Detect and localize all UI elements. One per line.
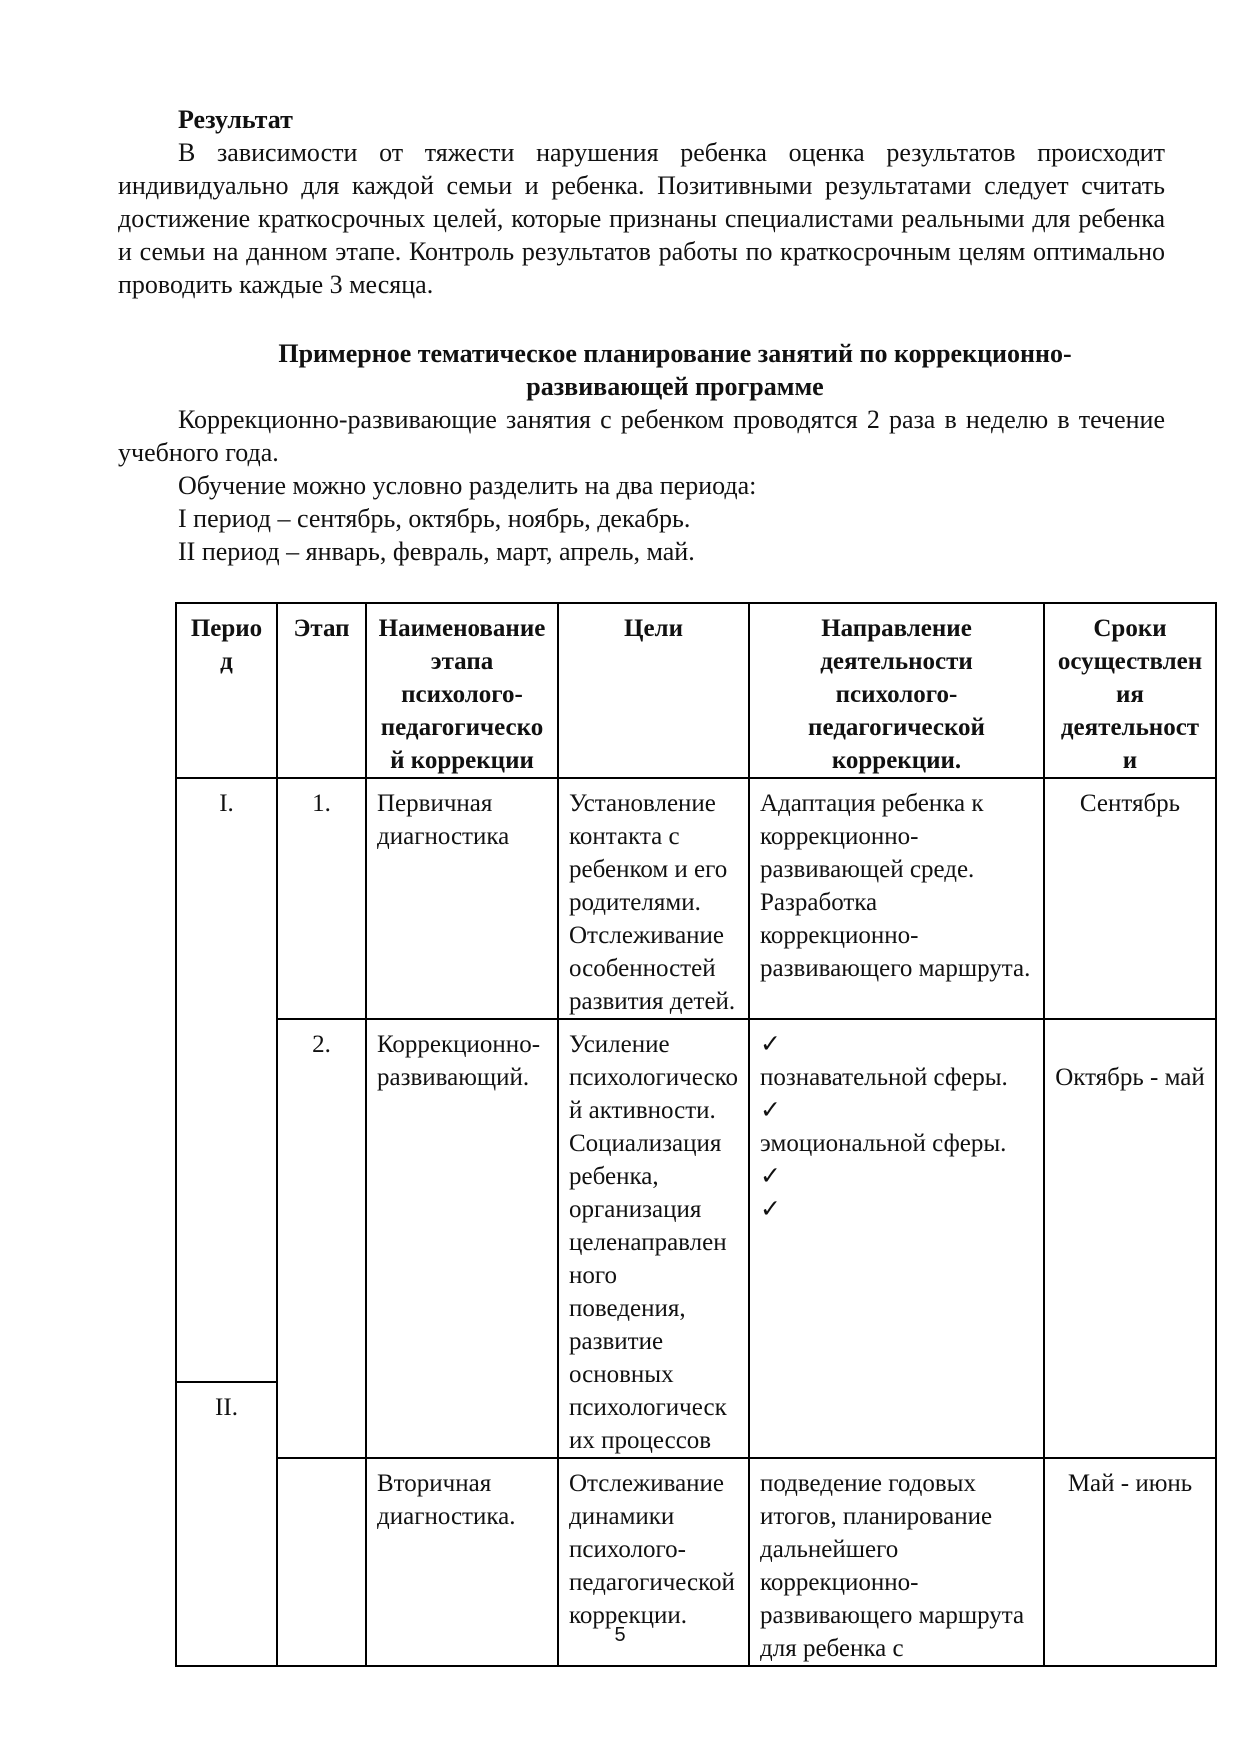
result-paragraph: В зависимости от тяжести нарушения ребенка оценка результатов происходит индивидуально для каждой семьи и ребенка. Позитивными результатами следует считать достижение краткосрочных целей, которые признаны специалистами реальными для ребенка и семьи на данном этапе. Контроль результатов работы по краткосрочным целям оптимально проводить каждые 3 месяца. bbox=[118, 138, 1165, 299]
table-header-row bbox=[176, 603, 1216, 778]
planning-paragraph-2: Обучение можно условно разделить на два периода: bbox=[178, 471, 757, 500]
stage-cell: 1. bbox=[277, 778, 366, 1019]
header-stage: Этап bbox=[277, 603, 366, 778]
planning-period-2: II период – январь, февраль, март, апрель, май. bbox=[178, 537, 695, 566]
goals-cell: Усиление психологической активности. Социализация ребенка, организация целенаправленного поведения, развитие основных психологических процессов bbox=[558, 1019, 749, 1458]
planning-period-1: I период – сентябрь, октябрь, ноябрь, декабрь. bbox=[178, 504, 691, 533]
header-term: Сроки осуществления деятельности bbox=[1044, 603, 1216, 778]
result-heading: Результат bbox=[178, 105, 293, 134]
stage-cell: 2. bbox=[277, 1019, 366, 1458]
check-icon: ✓ bbox=[760, 1031, 781, 1058]
check-icon: ✓ bbox=[760, 1196, 781, 1223]
stage-name-cell: Вторичная диагностика. bbox=[366, 1458, 558, 1666]
direction-cell: подведение годовых итогов, планирование дальнейшего коррекционно-развивающего маршрута для ребенка с bbox=[749, 1458, 1044, 1666]
planning-paragraph-1: Коррекционно-развивающие занятия с ребенком проводятся 2 раза в неделю в течение учебного года. bbox=[118, 405, 1165, 467]
direction-item: познавательной сферы. bbox=[760, 1064, 1008, 1091]
planning-title: Примерное тематическое планирование занятий по коррекционно-развивающей программе bbox=[278, 339, 1072, 401]
page-number: 5 bbox=[614, 1624, 626, 1646]
term-cell: Октябрь - май bbox=[1044, 1019, 1216, 1458]
header-stage-name: Наименование этапа психолого-педагогической коррекции bbox=[366, 603, 558, 778]
period-cell: II. bbox=[176, 1382, 277, 1666]
goals-cell: Установление контакта с ребенком и его родителями. Отслеживание особенностей развития детей. bbox=[558, 778, 749, 1019]
period-cell: I. bbox=[176, 778, 277, 1382]
direction-cell bbox=[749, 1019, 1044, 1458]
header-direction: Направление деятельности психолого-педагогической коррекции. bbox=[749, 603, 1044, 778]
check-icon: ✓ bbox=[760, 1163, 781, 1190]
stage-name-cell: Первичная диагностика bbox=[366, 778, 558, 1019]
term-cell: Май - июнь bbox=[1044, 1458, 1216, 1666]
header-period: Период bbox=[176, 603, 277, 778]
term-cell: Сентябрь bbox=[1044, 778, 1216, 1019]
header-goals: Цели bbox=[558, 603, 749, 778]
stage-name-cell: Коррекционно-развивающий. bbox=[366, 1019, 558, 1458]
goals-cell: Отслеживание динамики психолого-педагогической коррекции. bbox=[558, 1458, 749, 1666]
direction-cell: Адаптация ребенка к коррекционно-развивающей среде. Разработка коррекционно-развивающего маршрута. bbox=[749, 778, 1044, 1019]
direction-item: эмоциональной сферы. bbox=[760, 1130, 1007, 1157]
check-icon: ✓ bbox=[760, 1097, 781, 1124]
table-row bbox=[176, 1019, 1216, 1382]
table-row bbox=[176, 778, 1216, 1019]
planning-table bbox=[175, 602, 1217, 1667]
